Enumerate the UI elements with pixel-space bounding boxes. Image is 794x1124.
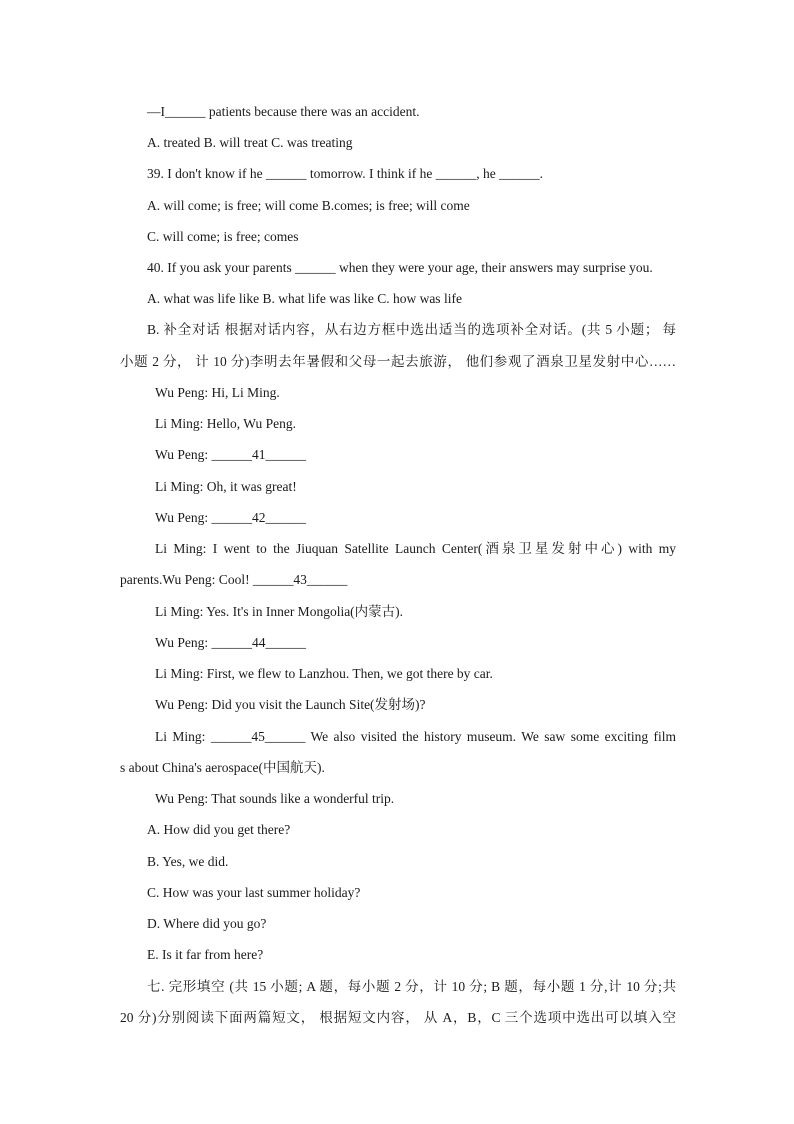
- dialogue-line: Li Ming: First, we flew to Lanzhou. Then, we got there by car.: [155, 666, 493, 681]
- question-39: 39. I don't know if he ______ tomorrow. I think if he ______, he ______.: [147, 166, 544, 181]
- choice-a: A. How did you get there?: [147, 822, 291, 837]
- options-38: A. treated B. will treat C. was treating: [147, 135, 353, 150]
- choice-b: B. Yes, we did.: [147, 854, 229, 869]
- dialogue-line: Li Ming: Hello, Wu Peng.: [155, 416, 296, 431]
- dialogue-line-cont: s about China's aerospace(中国航天).: [120, 760, 325, 775]
- dialogue-line: Li Ming: Oh, it was great!: [155, 479, 297, 494]
- dialogue-blank-42: Wu Peng: ______42______: [155, 510, 306, 525]
- dialogue-line: Li Ming: I went to the Jiuquan Satellite Launch Center(酒泉卫星发射中心) with my: [155, 541, 676, 556]
- dialogue-line: Wu Peng: Hi, Li Ming.: [155, 385, 280, 400]
- dialogue-blank-41: Wu Peng: ______41______: [155, 447, 306, 462]
- question-40: 40. If you ask your parents ______ when they were your age, their answers may surprise you.: [147, 260, 653, 275]
- dialogue-line: Wu Peng: Did you visit the Launch Site(发射场)?: [155, 697, 426, 712]
- section-7-instruction: 20 分)分别阅读下面两篇短文， 根据短文内容， 从 A，B，C 三个选项中选出可以填入空: [120, 1010, 676, 1025]
- dialogue-blank-45: Li Ming: ______45______ We also visited the history museum. We saw some exciting film: [155, 729, 676, 744]
- dialogue-blank-44: Wu Peng: ______44______: [155, 635, 306, 650]
- options-39-ab: A. will come; is free; will come B.comes; is free; will come: [147, 198, 470, 213]
- dialogue-line: Li Ming: Yes. It's in Inner Mongolia(内蒙古).: [155, 604, 404, 619]
- options-39-c: C. will come; is free; comes: [147, 229, 299, 244]
- answer-line: —I______ patients because there was an accident.: [147, 104, 420, 119]
- section-b-instruction-cont: 小题 2 分， 计 10 分)李明去年暑假和父母一起去旅游， 他们参观了酒泉卫星发射中心……: [120, 354, 676, 369]
- choice-e: E. Is it far from here?: [147, 947, 264, 962]
- section-b-instruction: B. 补全对话 根据对话内容，从右边方框中选出适当的选项补全对话。(共 5 小题； 每: [147, 322, 676, 337]
- options-40: A. what was life like B. what life was like C. how was life: [147, 291, 462, 306]
- dialogue-blank-43: parents.Wu Peng: Cool! ______43______: [120, 572, 348, 587]
- dialogue-line: Wu Peng: That sounds like a wonderful trip.: [155, 791, 395, 806]
- choice-d: D. Where did you go?: [147, 916, 267, 931]
- choice-c: C. How was your last summer holiday?: [147, 885, 361, 900]
- section-7-heading: 七. 完形填空 (共 15 小题; A 题，每小题 2 分，计 10 分; B 题，每小题 1 分,计 10 分;共: [147, 979, 676, 994]
